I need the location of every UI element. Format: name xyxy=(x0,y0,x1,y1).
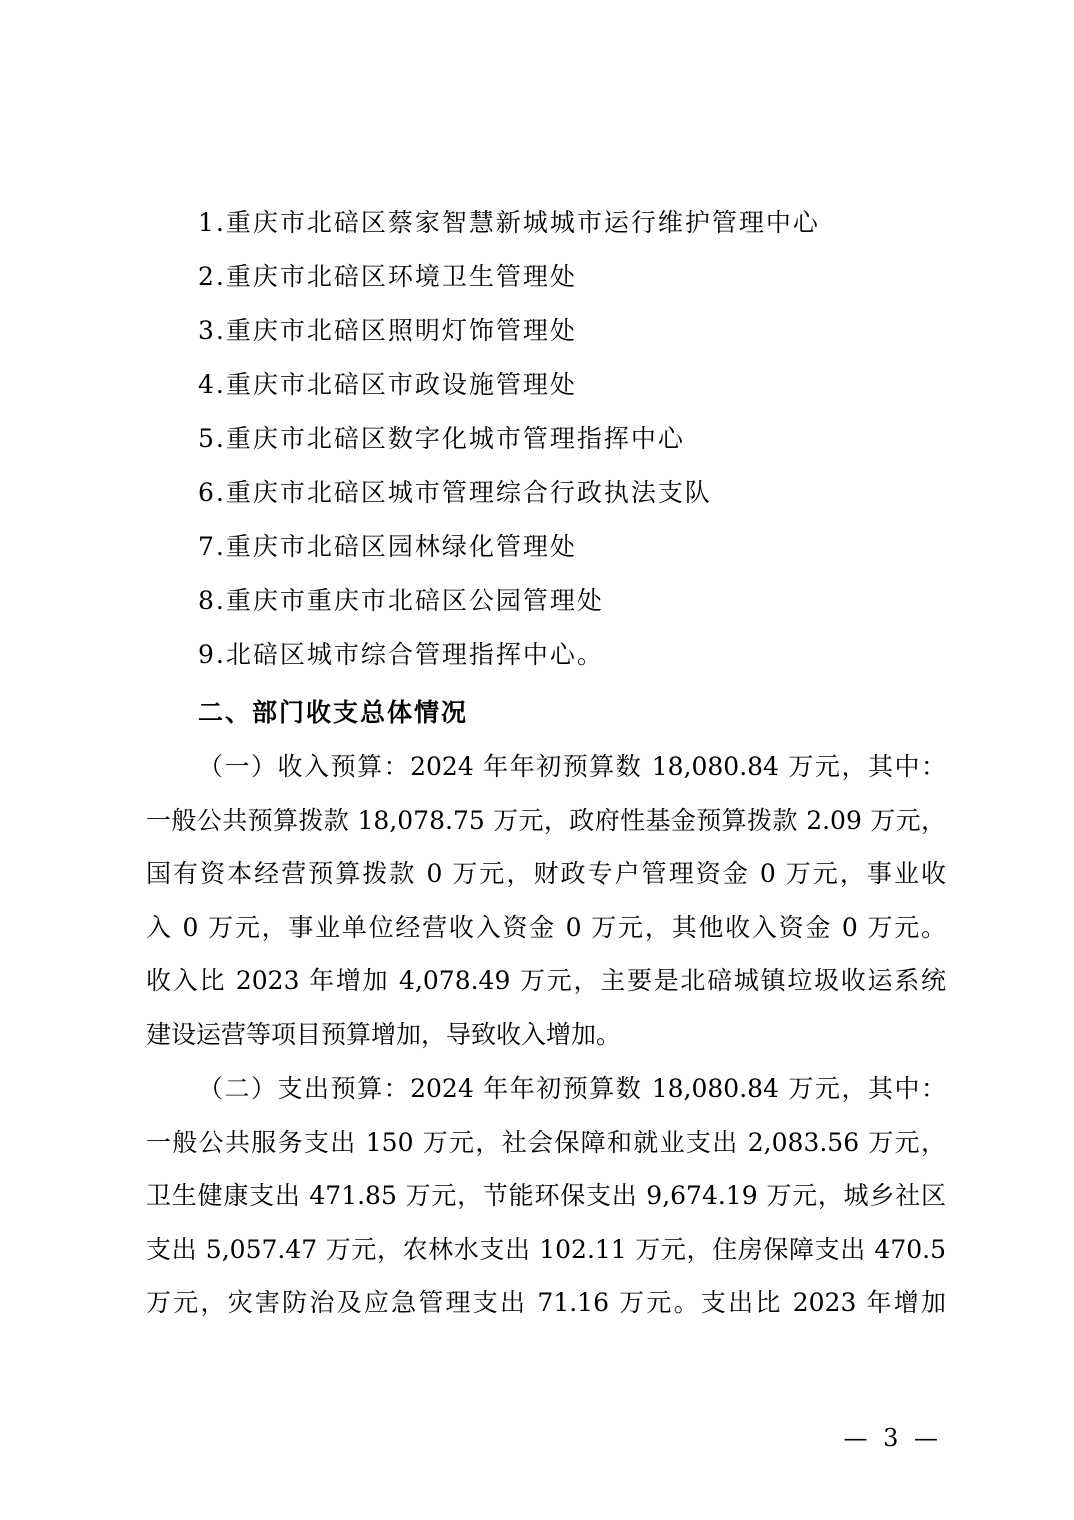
paragraph-line xyxy=(146,740,946,794)
paragraph-line: 收入比 2023 年增加 4,078.49 万元，主要是北碚城镇垃圾收运系统 xyxy=(146,966,946,995)
list-item: 6.重庆市北碚区城市管理综合行政执法支队 xyxy=(198,478,712,507)
list-item: 2.重庆市北碚区环境卫生管理处 xyxy=(198,262,577,291)
page-number: — 3 — xyxy=(843,1424,942,1452)
income-paragraph xyxy=(146,740,946,1061)
list-item: 4.重庆市北碚区市政设施管理处 xyxy=(198,370,577,399)
income-lead: （一）收入预算： xyxy=(198,752,411,781)
paragraph-line xyxy=(146,1062,946,1116)
expense-paragraph xyxy=(146,1062,946,1330)
paragraph-line: 卫生健康支出 471.85 万元，节能环保支出 9,674.19 万元，城乡社区 xyxy=(146,1181,946,1210)
paragraph-line: 一般公共服务支出 150 万元，社会保障和就业支出 2,083.56 万元， xyxy=(146,1127,946,1157)
list-item: 1.重庆市北碚区蔡家智慧新城城市运行维护管理中心 xyxy=(198,208,820,237)
section-heading: 二、部门收支总体情况 xyxy=(198,698,469,727)
expense-lead: （二）支出预算： xyxy=(198,1074,411,1103)
list-item: 9.北碚区城市综合管理指挥中心。 xyxy=(198,640,604,669)
list-item: 5.重庆市北碚区数字化城市管理指挥中心 xyxy=(198,424,685,453)
list-item: 3.重庆市北碚区照明灯饰管理处 xyxy=(198,316,577,345)
paragraph-line: 建设运营等项目预算增加，导致收入增加。 xyxy=(146,1019,622,1049)
income-line-text: 2024 年年初预算数 18,080.84 万元，其中： xyxy=(410,752,946,781)
paragraph-line: 一般公共预算拨款 18,078.75 万元，政府性基金预算拨款 2.09 万元， xyxy=(146,805,946,835)
paragraph-line: 支出 5,057.47 万元，农林水支出 102.11 万元，住房保障支出 470.5 xyxy=(146,1234,946,1264)
expense-line-text: 2024 年年初预算数 18,080.84 万元，其中： xyxy=(410,1074,946,1103)
paragraph-line: 入 0 万元，事业单位经营收入资金 0 万元，其他收入资金 0 万元。 xyxy=(146,912,946,942)
paragraph-line: 国有资本经营预算拨款 0 万元，财政专户管理资金 0 万元，事业收 xyxy=(146,859,946,888)
unit-list xyxy=(198,196,958,682)
list-item: 7.重庆市北碚区园林绿化管理处 xyxy=(198,532,577,561)
list-item: 8.重庆市重庆市北碚区公园管理处 xyxy=(198,586,604,615)
paragraph-line: 万元，灾害防治及应急管理支出 71.16 万元。支出比 2023 年增加 xyxy=(146,1288,946,1317)
